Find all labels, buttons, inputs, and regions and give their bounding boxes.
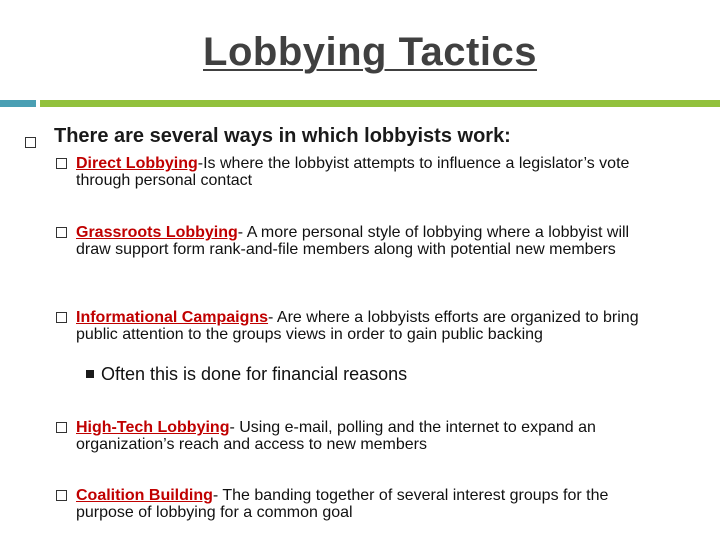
filled-square-bullet-icon (86, 370, 94, 378)
square-bullet-icon (56, 312, 67, 323)
list-item-high-tech-lobbying (76, 419, 656, 453)
item-term: Coalition Building (76, 487, 213, 504)
sub-note: Often this is done for financial reasons (101, 364, 408, 384)
item-term: Informational Campaigns (76, 309, 269, 326)
square-bullet-icon (56, 490, 67, 501)
item-text: - The banding together of several interest groups for the purpose of lobbying for a common goal (76, 487, 609, 521)
list-item-grassroots-lobbying (76, 224, 656, 258)
item-text: - A more personal style of lobbying where a lobbyist will draw support form rank-and-file members along with potential new members (76, 224, 630, 258)
item-term: High-Tech Lobbying (76, 419, 230, 436)
square-bullet-icon (56, 227, 67, 238)
square-bullet-icon (25, 137, 36, 148)
item-term: Direct Lobbying (76, 155, 198, 172)
item-text: - Are where a lobbyists efforts are organized to bring public attention to the groups views in order to gain public backing (76, 309, 639, 343)
title-rule-accent (0, 100, 36, 107)
intro-text: There are several ways in which lobbyists work: (54, 125, 511, 147)
title-rule (40, 100, 720, 107)
slide-title: Lobbying Tactics (203, 30, 537, 74)
list-item-informational-campaigns (76, 309, 656, 343)
list-item-coalition-building (76, 487, 656, 521)
item-text: - Using e-mail, polling and the internet to expand an organization’s reach and access to new members (76, 419, 596, 453)
item-term: Grassroots Lobbying (76, 224, 238, 241)
item-text: -Is where the lobbyist attempts to influence a legislator’s vote through personal contact (76, 155, 630, 189)
list-item-direct-lobbying (76, 155, 656, 189)
square-bullet-icon (56, 158, 67, 169)
square-bullet-icon (56, 422, 67, 433)
